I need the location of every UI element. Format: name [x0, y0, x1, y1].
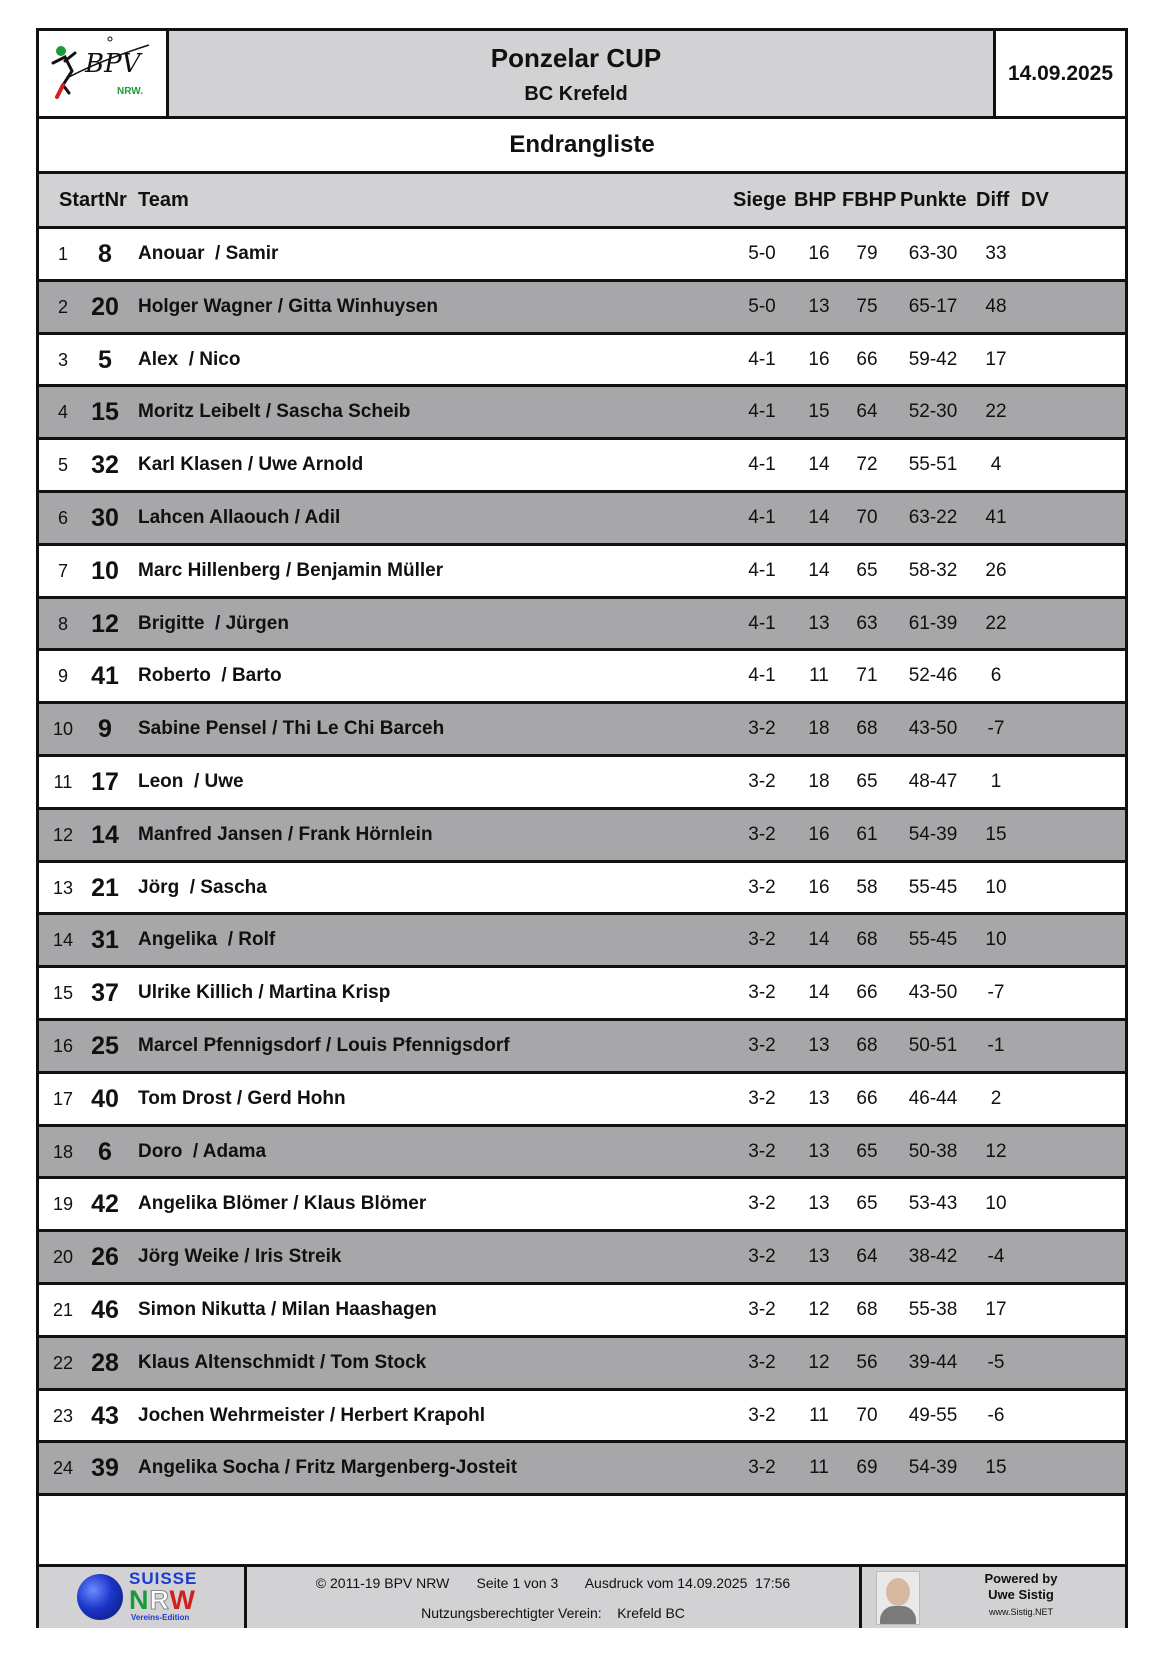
fbhp-cell: 63	[856, 612, 878, 634]
siege-cell: 3-2	[748, 823, 776, 845]
startnr-cell: 10	[91, 556, 119, 585]
startnr-cell: 12	[91, 609, 119, 638]
table-row	[39, 493, 1125, 546]
startnr-cell: 20	[91, 292, 119, 321]
bpv-logo	[39, 31, 169, 116]
startnr-cell: 28	[91, 1348, 119, 1377]
fbhp-cell: 65	[856, 559, 878, 581]
table-row	[39, 1285, 1125, 1338]
siege-cell: 3-2	[748, 1246, 776, 1268]
author-website: www.Sistig.NET	[988, 1607, 1053, 1617]
rank-cell: 10	[53, 719, 74, 740]
siege-cell: 3-2	[748, 1298, 776, 1320]
rank-cell: 3	[57, 349, 68, 370]
bhp-cell: 18	[808, 718, 830, 740]
siege-cell: 3-2	[748, 718, 776, 740]
siege-cell: 3-2	[748, 770, 776, 792]
author-name: Uwe Sistig	[988, 1587, 1054, 1602]
siege-cell: 3-2	[748, 1193, 776, 1215]
siege-cell: 5-0	[748, 243, 776, 264]
diff-cell: 1	[990, 770, 1002, 792]
startnr-cell: 39	[91, 1454, 119, 1483]
team-cell: Simon Nikutta / Milan Haashagen	[138, 1298, 437, 1320]
siege-cell: 4-1	[748, 665, 776, 687]
fbhp-cell: 66	[856, 1087, 878, 1109]
bhp-cell: 18	[808, 770, 830, 792]
rank-cell: 1	[57, 244, 68, 264]
fbhp-cell: 58	[856, 876, 878, 898]
bhp-cell: 14	[808, 559, 830, 581]
punkte-cell: 39-44	[908, 1351, 958, 1373]
bhp-cell: 14	[808, 982, 830, 1004]
rank-cell: 4	[57, 402, 68, 423]
sheet-header	[39, 31, 1125, 119]
bhp-cell: 13	[808, 1087, 830, 1109]
rank-cell: 8	[57, 613, 68, 634]
table-row	[39, 1074, 1125, 1127]
table-row	[39, 282, 1125, 335]
diff-cell: 6	[990, 665, 1002, 687]
bhp-cell: 11	[809, 665, 829, 687]
logo-edition-text: Vereins-Edition	[131, 1613, 190, 1622]
team-cell: Ulrike Killich / Martina Krisp	[138, 982, 391, 1004]
siege-cell: 3-2	[748, 876, 776, 898]
siege-cell: 3-2	[748, 1087, 776, 1109]
table-row	[39, 335, 1125, 388]
diff-cell: 2	[990, 1087, 1002, 1109]
team-cell: Brigitte / Jürgen	[138, 612, 289, 634]
team-cell: Sabine Pensel / Thi Le Chi Barceh	[138, 718, 445, 740]
punkte-cell: 49-55	[908, 1404, 958, 1426]
siege-cell: 3-2	[748, 1034, 776, 1056]
suisse-nrw-logo	[39, 1567, 247, 1628]
col-fbhp: FBHP	[842, 189, 897, 211]
siege-cell: 4-1	[748, 348, 776, 370]
rank-cell: 9	[57, 666, 68, 687]
startnr-cell: 42	[91, 1190, 119, 1219]
fbhp-cell: 64	[856, 1246, 878, 1268]
rank-cell: 23	[53, 1405, 74, 1426]
rank-cell: 11	[53, 771, 73, 792]
punkte-cell: 63-22	[908, 506, 958, 528]
col-siege: Siege	[733, 189, 787, 211]
rank-cell: 19	[53, 1194, 74, 1215]
title-box	[169, 31, 983, 116]
table-row	[39, 1021, 1125, 1074]
bhp-cell: 13	[808, 1193, 830, 1215]
punkte-cell: 50-38	[908, 1140, 958, 1162]
tournament-date: 14.09.2025	[993, 31, 1125, 116]
siege-cell: 4-1	[748, 401, 776, 423]
rank-cell: 2	[57, 296, 68, 317]
footer-copyright-line: © 2011-19 BPV NRW Seite 1 von 3 Ausdruck vom 14.09.2025 17:56	[315, 1575, 791, 1591]
bpv-logo-subtext: NRW.	[117, 86, 143, 97]
team-cell: Angelika Blömer / Klaus Blömer	[138, 1193, 427, 1215]
punkte-cell: 61-39	[908, 612, 958, 634]
table-row	[39, 704, 1125, 757]
footer-info	[247, 1567, 859, 1628]
table-row	[39, 1232, 1125, 1285]
bhp-cell: 14	[808, 506, 830, 528]
logo-suisse-text: SUISSE	[129, 1569, 198, 1588]
bhp-cell: 16	[808, 823, 830, 845]
bhp-cell: 13	[808, 612, 830, 634]
rank-cell: 24	[53, 1458, 74, 1479]
column-header-row	[39, 174, 1125, 229]
fbhp-cell: 70	[856, 506, 878, 528]
team-cell: Leon / Uwe	[138, 770, 244, 792]
rank-cell: 20	[53, 1247, 74, 1268]
punkte-cell: 52-30	[908, 401, 958, 423]
diff-cell: 4	[990, 454, 1002, 476]
diff-cell: 10	[985, 1193, 1007, 1215]
table-row	[39, 968, 1125, 1021]
rank-cell: 22	[53, 1352, 74, 1373]
startnr-cell: 17	[91, 767, 119, 796]
fbhp-cell: 68	[856, 718, 878, 740]
startnr-cell: 41	[91, 662, 119, 691]
team-cell: Klaus Altenschmidt / Tom Stock	[138, 1351, 427, 1373]
logo-nrw-text	[129, 1585, 196, 1616]
bhp-cell: 16	[808, 348, 830, 370]
diff-cell: 33	[985, 243, 1007, 264]
diff-cell: 10	[985, 876, 1007, 898]
punkte-cell: 55-38	[908, 1298, 958, 1320]
diff-cell: 15	[985, 1457, 1007, 1479]
col-diff: Diff	[976, 189, 1010, 211]
fbhp-cell: 65	[856, 770, 878, 792]
team-cell: Roberto / Barto	[138, 665, 282, 687]
team-cell: Angelika Socha / Fritz Margenberg-Josteit	[138, 1457, 518, 1479]
fbhp-cell: 75	[856, 295, 878, 317]
table-row	[39, 651, 1125, 704]
table-row	[39, 810, 1125, 863]
bhp-cell: 15	[808, 401, 830, 423]
siege-cell: 4-1	[748, 506, 776, 528]
rank-cell: 6	[57, 507, 68, 528]
team-cell: Marc Hillenberg / Benjamin Müller	[138, 559, 444, 581]
table-row	[39, 1127, 1125, 1180]
punkte-cell: 43-50	[908, 982, 958, 1004]
diff-cell: 12	[985, 1140, 1007, 1162]
fbhp-cell: 56	[856, 1351, 878, 1373]
rank-cell: 7	[57, 560, 68, 581]
table-row	[39, 1338, 1125, 1391]
bhp-cell: 16	[808, 876, 830, 898]
rank-cell: 5	[57, 455, 68, 476]
siege-cell: 5-0	[748, 295, 776, 317]
diff-cell: -1	[987, 1034, 1005, 1056]
bhp-cell: 16	[808, 243, 830, 264]
table-row	[39, 915, 1125, 968]
bpv-logo-text: BPV	[85, 49, 141, 79]
author-photo-body	[880, 1606, 916, 1625]
diff-cell: 22	[985, 612, 1007, 634]
fbhp-cell: 72	[856, 454, 878, 476]
punkte-cell: 55-51	[908, 454, 958, 476]
punkte-cell: 58-32	[908, 559, 958, 581]
startnr-cell: 37	[91, 979, 119, 1008]
startnr-cell: 6	[98, 1137, 112, 1166]
diff-cell: -7	[987, 982, 1005, 1004]
startnr-cell: 14	[91, 820, 119, 849]
table-row	[39, 757, 1125, 810]
startnr-cell: 9	[98, 715, 112, 744]
startnr-cell: 46	[91, 1295, 119, 1324]
team-cell: Tom Drost / Gerd Hohn	[138, 1087, 346, 1109]
diff-cell: -6	[987, 1404, 1005, 1426]
team-cell: Jörg / Sascha	[138, 876, 267, 898]
bhp-cell: 13	[808, 295, 830, 317]
diff-cell: 15	[985, 823, 1007, 845]
table-row	[39, 440, 1125, 493]
fbhp-cell: 68	[856, 929, 878, 951]
bhp-cell: 14	[808, 454, 830, 476]
diff-cell: 10	[985, 929, 1007, 951]
fbhp-cell: 65	[856, 1140, 878, 1162]
startnr-cell: 25	[91, 1031, 119, 1060]
startnr-cell: 15	[91, 398, 119, 427]
tournament-title: Ponzelar CUP	[490, 43, 662, 73]
bhp-cell: 14	[808, 929, 830, 951]
table-row	[39, 1443, 1125, 1496]
team-cell: Manfred Jansen / Frank Hörnlein	[138, 823, 433, 845]
col-team: Team	[138, 189, 189, 211]
diff-cell: 17	[985, 1298, 1007, 1320]
table-row	[39, 599, 1125, 652]
punkte-cell: 48-47	[908, 770, 958, 792]
startnr-cell: 26	[91, 1243, 119, 1272]
rank-cell: 13	[53, 877, 74, 898]
logo-r: R	[149, 1585, 170, 1615]
bhp-cell: 11	[809, 1457, 829, 1479]
club-name: BC Krefeld	[524, 83, 628, 105]
siege-cell: 3-2	[748, 1140, 776, 1162]
punkte-cell: 55-45	[908, 876, 958, 898]
result-sheet	[36, 28, 1128, 1628]
col-startnr: StartNr	[59, 189, 127, 211]
fbhp-cell: 69	[856, 1457, 878, 1479]
punkte-cell: 46-44	[908, 1087, 958, 1109]
table-row	[39, 387, 1125, 440]
fbhp-cell: 65	[856, 1193, 878, 1215]
team-cell: Lahcen Allaouch / Adil	[138, 506, 341, 528]
fbhp-cell: 71	[856, 665, 878, 687]
diff-cell: -7	[987, 718, 1005, 740]
diff-cell: 48	[985, 295, 1007, 317]
col-dv: DV	[1021, 189, 1049, 211]
rank-cell: 12	[53, 824, 74, 845]
siege-cell: 3-2	[748, 1351, 776, 1373]
fbhp-cell: 64	[856, 401, 878, 423]
punkte-cell: 54-39	[908, 823, 958, 845]
bhp-cell: 12	[808, 1298, 830, 1320]
punkte-cell: 54-39	[908, 1457, 958, 1479]
list-title: Endrangliste	[39, 119, 1125, 174]
punkte-cell: 55-45	[908, 929, 958, 951]
fbhp-cell: 66	[856, 982, 878, 1004]
fbhp-cell: 66	[856, 348, 878, 370]
bhp-cell: 11	[809, 1404, 829, 1426]
siege-cell: 3-2	[748, 1457, 776, 1479]
startnr-cell: 40	[91, 1084, 119, 1113]
rank-cell: 15	[53, 983, 74, 1004]
diff-cell: 17	[985, 348, 1007, 370]
team-cell: Angelika / Rolf	[138, 929, 276, 951]
table-row	[39, 1391, 1125, 1444]
team-cell: Alex / Nico	[138, 348, 241, 370]
table-row	[39, 1179, 1125, 1232]
startnr-cell: 32	[91, 451, 119, 480]
rank-cell: 17	[53, 1088, 74, 1109]
col-bhp: BHP	[794, 189, 837, 211]
author-photo	[876, 1571, 920, 1625]
siege-cell: 4-1	[748, 454, 776, 476]
team-cell: Doro / Adama	[138, 1140, 267, 1162]
rank-cell: 21	[53, 1299, 74, 1320]
punkte-cell: 53-43	[908, 1193, 958, 1215]
team-cell: Jochen Wehrmeister / Herbert Krapohl	[138, 1404, 486, 1426]
siege-cell: 4-1	[748, 612, 776, 634]
punkte-cell: 52-46	[908, 665, 958, 687]
team-cell: Holger Wagner / Gitta Winhuysen	[138, 295, 438, 317]
siege-cell: 3-2	[748, 982, 776, 1004]
team-cell: Marcel Pfennigsdorf / Louis Pfennigsdorf	[138, 1034, 510, 1056]
startnr-cell: 5	[98, 345, 112, 374]
startnr-cell: 30	[91, 503, 119, 532]
siege-cell: 4-1	[748, 559, 776, 581]
rank-cell: 16	[53, 1035, 74, 1056]
globe-icon	[77, 1574, 123, 1620]
startnr-cell: 21	[91, 873, 119, 902]
team-cell: Karl Klasen / Uwe Arnold	[138, 454, 364, 476]
diff-cell: -5	[987, 1351, 1005, 1373]
table-row	[39, 863, 1125, 916]
footer-credits	[859, 1567, 1125, 1628]
powered-by-label: Powered by	[984, 1571, 1058, 1586]
team-cell: Anouar / Samir	[138, 243, 279, 264]
bhp-cell: 13	[808, 1140, 830, 1162]
rank-cell: 18	[53, 1141, 74, 1162]
col-punkte: Punkte	[900, 189, 967, 211]
diff-cell: 26	[985, 559, 1007, 581]
bhp-cell: 13	[808, 1034, 830, 1056]
bhp-cell: 13	[808, 1246, 830, 1268]
logo-w: W	[169, 1585, 196, 1615]
diff-cell: -4	[987, 1246, 1005, 1268]
rank-cell: 14	[53, 930, 74, 951]
siege-cell: 3-2	[748, 1404, 776, 1426]
fbhp-cell: 79	[856, 243, 878, 264]
ranking-table-body	[39, 229, 1125, 1496]
startnr-cell: 43	[91, 1401, 119, 1430]
fbhp-cell: 61	[856, 823, 878, 845]
footer-club-line: Nutzungsberechtigter Verein: Krefeld BC	[421, 1605, 685, 1621]
author-photo-head	[886, 1578, 910, 1606]
siege-cell: 3-2	[748, 929, 776, 951]
punkte-cell: 63-30	[908, 243, 958, 264]
sheet-footer	[39, 1564, 1125, 1628]
diff-cell: 41	[985, 506, 1007, 528]
diff-cell: 22	[985, 401, 1007, 423]
punkte-cell: 43-50	[908, 718, 958, 740]
punkte-cell: 65-17	[908, 295, 958, 317]
fbhp-cell: 70	[856, 1404, 878, 1426]
logo-n: N	[129, 1585, 150, 1615]
team-cell: Moritz Leibelt / Sascha Scheib	[138, 401, 411, 423]
team-cell: Jörg Weike / Iris Streik	[138, 1246, 342, 1268]
punkte-cell: 59-42	[908, 348, 958, 370]
bhp-cell: 12	[808, 1351, 830, 1373]
punkte-cell: 38-42	[908, 1246, 958, 1268]
startnr-cell: 31	[91, 926, 119, 955]
fbhp-cell: 68	[856, 1034, 878, 1056]
startnr-cell: 8	[98, 240, 112, 268]
table-row	[39, 546, 1125, 599]
fbhp-cell: 68	[856, 1298, 878, 1320]
punkte-cell: 50-51	[908, 1034, 958, 1056]
table-row	[39, 229, 1125, 282]
